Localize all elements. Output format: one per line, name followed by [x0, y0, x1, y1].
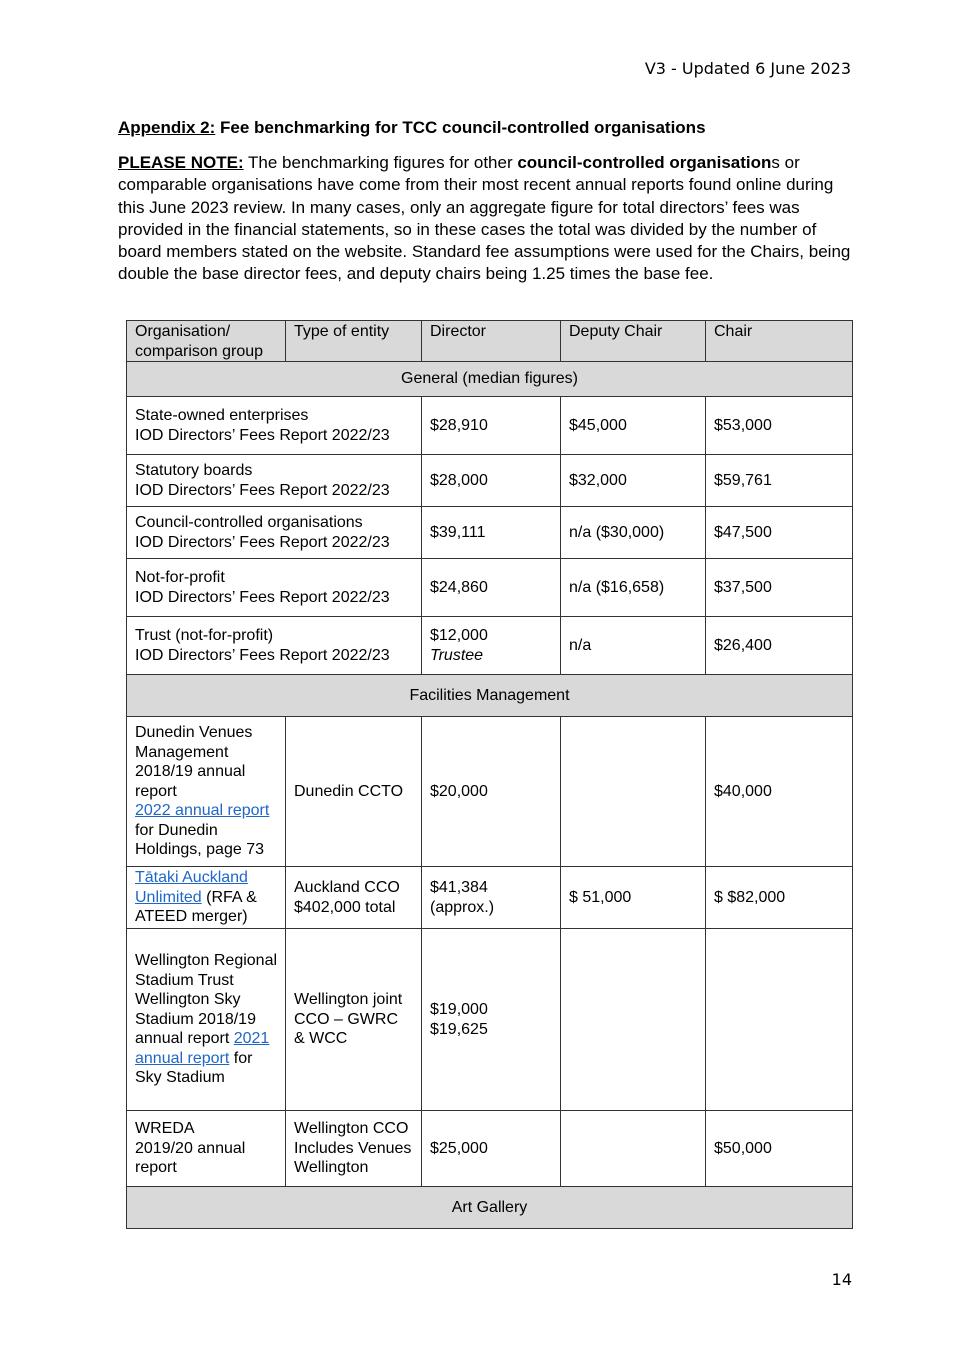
table-row — [127, 397, 853, 455]
please-note-label: PLEASE NOTE: — [118, 153, 244, 172]
table-header-row — [127, 321, 853, 362]
director-fee-cell — [422, 867, 561, 929]
org-name: State-owned enterprises — [135, 407, 309, 424]
entity-type: Auckland CCO — [294, 879, 400, 896]
page-number: 14 — [831, 1270, 852, 1289]
header-director: Director — [422, 321, 561, 362]
chair-fee: $59,761 — [706, 455, 853, 507]
org-name: Not-for-profit — [135, 569, 225, 586]
chair-fee: $26,400 — [706, 617, 853, 675]
deputy-chair-fee: n/a ($16,658) — [561, 559, 706, 617]
org-source: IOD Directors’ Fees Report 2022/23 — [135, 646, 390, 664]
org-text: Wellington Regional Stadium Trust Wellington Sky Stadium 2018/19 annual report — [135, 952, 278, 1048]
director-fee: $12,000 — [430, 627, 488, 644]
header-organisation: Organisation/ comparison group — [127, 321, 286, 362]
deputy-chair-fee: n/a ($30,000) — [561, 507, 706, 559]
director-fee: $19,625 — [430, 1020, 488, 1038]
director-fee: $25,000 — [422, 1111, 561, 1187]
annual-report-link[interactable]: 2022 annual report — [135, 802, 270, 820]
fee-benchmark-table — [126, 320, 853, 1229]
org-text: for Sky Stadium — [135, 1049, 253, 1087]
director-fee: $28,000 — [422, 455, 561, 507]
deputy-chair-fee — [561, 929, 706, 1111]
deputy-chair-fee: $32,000 — [561, 455, 706, 507]
director-fee-cell — [422, 617, 561, 675]
entity-type-cell — [286, 867, 422, 929]
org-name: Trust (not-for-profit) — [135, 627, 274, 644]
org-text: Dunedin Venues Management 2018/19 annual report — [135, 724, 253, 800]
chair-fee: $37,500 — [706, 559, 853, 617]
deputy-chair-fee: n/a — [561, 617, 706, 675]
org-cell — [127, 507, 422, 559]
header-type: Type of entity — [286, 321, 422, 362]
header-deputy-chair: Deputy Chair — [561, 321, 706, 362]
director-fee-note: Trustee — [430, 646, 484, 664]
appendix-label: Appendix 2: — [118, 118, 216, 137]
director-fee: $20,000 — [422, 717, 561, 867]
director-fee: $19,000 — [430, 1001, 488, 1018]
chair-fee: $50,000 — [706, 1111, 853, 1187]
table-row — [127, 717, 853, 867]
org-cell — [127, 717, 286, 867]
director-fee-note: (approx.) — [430, 898, 495, 916]
org-cell — [127, 867, 286, 929]
director-fee: $28,910 — [422, 397, 561, 455]
note-text-1: The benchmarking figures for other — [243, 153, 518, 172]
appendix-title: Fee benchmarking for TCC council-controlled organisations — [215, 118, 706, 137]
please-note-paragraph — [118, 152, 854, 286]
tataki-link[interactable]: Tātaki Auckland Unlimited — [135, 869, 248, 906]
section-row-general — [127, 362, 853, 397]
section-row-art-gallery — [127, 1187, 853, 1229]
org-name: Council-controlled organisations — [135, 514, 363, 531]
org-cell — [127, 455, 422, 507]
section-facilities-label: Facilities Management — [127, 675, 853, 717]
deputy-chair-fee: $45,000 — [561, 397, 706, 455]
director-fee: $41,384 — [430, 879, 488, 896]
deputy-chair-fee: $ 51,000 — [561, 867, 706, 929]
org-cell — [127, 559, 422, 617]
entity-type: Dunedin CCTO — [286, 717, 422, 867]
annual-report-link[interactable]: 2021 annual report — [135, 1030, 270, 1067]
org-name: Statutory boards — [135, 462, 253, 479]
org-source: IOD Directors’ Fees Report 2022/23 — [135, 426, 390, 444]
appendix-heading — [118, 118, 706, 138]
table-row — [127, 507, 853, 559]
org-cell — [127, 617, 422, 675]
table-row — [127, 1111, 853, 1187]
org-source: IOD Directors’ Fees Report 2022/23 — [135, 481, 390, 499]
chair-fee: $40,000 — [706, 717, 853, 867]
org-text: for Dunedin Holdings, page 73 — [135, 821, 264, 859]
org-cell — [127, 1111, 286, 1187]
org-source: IOD Directors’ Fees Report 2022/23 — [135, 588, 390, 606]
section-general-label: General (median figures) — [127, 362, 853, 397]
org-cell — [127, 397, 422, 455]
chair-fee: $47,500 — [706, 507, 853, 559]
org-source: IOD Directors’ Fees Report 2022/23 — [135, 533, 390, 551]
table-row — [127, 929, 853, 1111]
table-row — [127, 455, 853, 507]
note-bold-text: council-controlled organisation — [517, 153, 772, 172]
org-name: WREDA — [135, 1120, 195, 1138]
table-row — [127, 617, 853, 675]
version-label: V3 - Updated 6 June 2023 — [644, 59, 851, 78]
director-fee: $39,111 — [422, 507, 561, 559]
section-art-gallery-label: Art Gallery — [127, 1187, 853, 1229]
entity-type: Wellington joint CCO – GWRC & WCC — [286, 929, 422, 1111]
entity-total: $402,000 total — [294, 898, 396, 916]
org-cell — [127, 929, 286, 1111]
deputy-chair-fee — [561, 1111, 706, 1187]
section-row-facilities — [127, 675, 853, 717]
note-text-2: s or comparable organisations have come from their most recent annual reports found online during this June 2023 review. In many cases, only an aggregate figure for total directors’ fees was provided in the financial statements, so in these cases the total was divided by the number of board members stated on the website. Standard fee assumptions were used for the Chairs, being double the base director fees, and deputy chairs being 1.25 times the base fee. — [118, 153, 851, 284]
entity-type: Wellington CCO Includes Venues Wellington — [286, 1111, 422, 1187]
chair-fee — [706, 929, 853, 1111]
org-text: 2019/20 annual report — [135, 1139, 246, 1177]
deputy-chair-fee — [561, 717, 706, 867]
chair-fee: $ $82,000 — [706, 867, 853, 929]
table-row — [127, 559, 853, 617]
table-row — [127, 867, 853, 929]
chair-fee: $53,000 — [706, 397, 853, 455]
director-fee: $24,860 — [422, 559, 561, 617]
org-text: (RFA & ATEED merger) — [135, 888, 257, 926]
director-fee-cell — [422, 929, 561, 1111]
header-chair: Chair — [706, 321, 853, 362]
